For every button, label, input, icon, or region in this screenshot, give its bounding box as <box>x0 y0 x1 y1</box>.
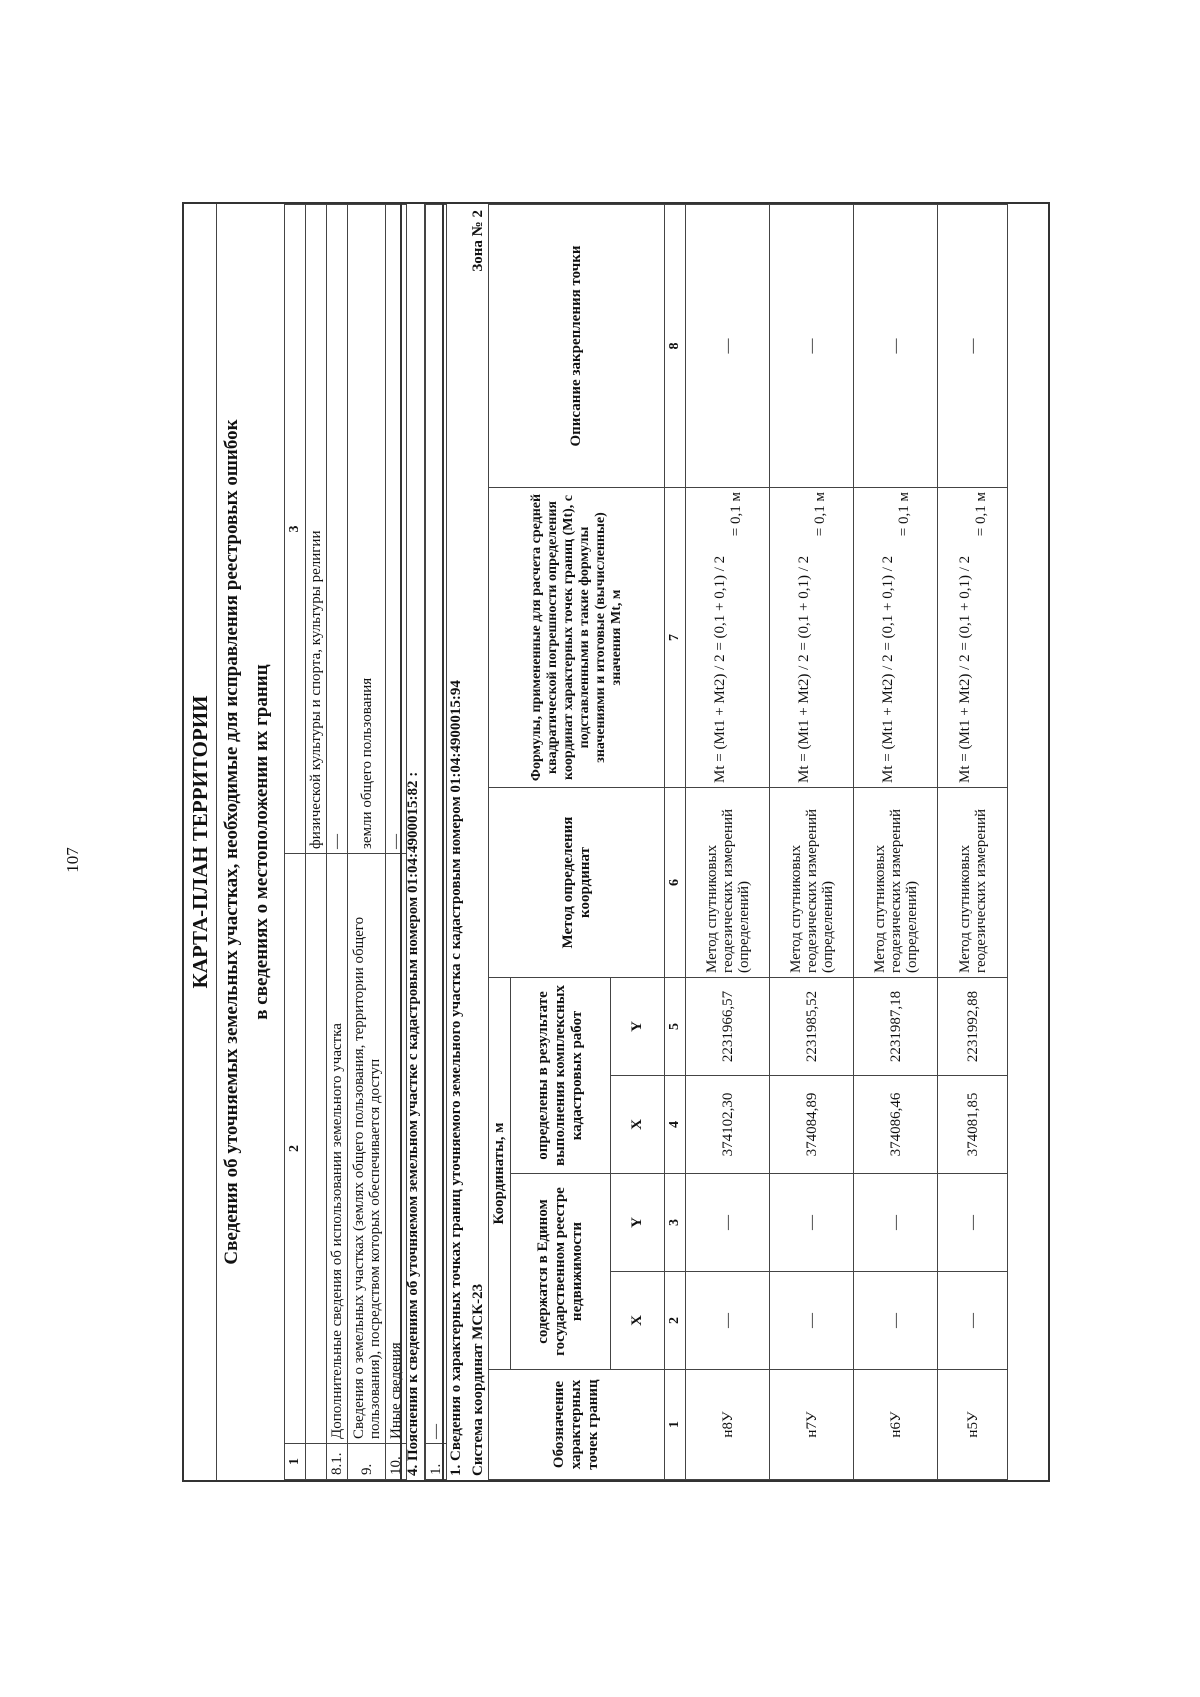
info-row-value: физической культуры и спорта, культуры религии <box>306 205 327 854</box>
column-number: 1 <box>665 1370 686 1480</box>
info-row-num: 8.1. <box>327 1444 348 1480</box>
point-x: 374086,46 <box>854 1076 938 1174</box>
info-row-label: Дополнительные сведения об использовании земельного участка <box>327 854 348 1444</box>
document-title: КАРТА-ПЛАН ТЕРРИТОРИИ <box>184 204 217 1480</box>
table-row <box>770 205 854 1480</box>
point-formula-cell <box>770 488 854 788</box>
zone-label: Зона № 2 <box>470 210 486 272</box>
point-x: 374081,85 <box>938 1076 1008 1174</box>
info-row-label: Иные сведения <box>386 854 407 1444</box>
point-x-existing: — <box>938 1272 1008 1370</box>
point-y-existing: — <box>938 1174 1008 1272</box>
notes-heading: 4. Пояснения к сведениям об уточняемом земельном участке с кадастровым номером 01:04:4900015:82 : <box>400 204 425 1480</box>
point-formula: Mt = (Mt1 + Mt2) / 2 = (0,1 + 0,1) / 2 <box>879 555 896 783</box>
header-x-existing: X <box>611 1272 665 1370</box>
point-y-existing: — <box>770 1174 854 1272</box>
info-row-value: — <box>386 205 407 854</box>
notes-row-text: — <box>426 205 447 1444</box>
points-section <box>442 204 1008 1480</box>
page-number: 107 <box>62 847 82 873</box>
info-row-label: Сведения о земельных участках (землях общего пользования, территории общего пользования), посредством которых обеспечивается доступ <box>348 854 386 1444</box>
point-method: Метод спутниковых геодезических измерений (определений) <box>854 788 938 978</box>
point-method: Метод спутниковых геодезических измерений (определений) <box>770 788 854 978</box>
point-y: 2231985,52 <box>770 978 854 1076</box>
title-block <box>184 204 284 1480</box>
point-formula-result: = 0,1 м <box>727 492 744 537</box>
points-heading: 1. Сведения о характерных точках границ уточняемого земельного участка с кадастровым номером 01:04:4900015:94 <box>442 204 468 1480</box>
table-row <box>686 205 770 1480</box>
info-row-label <box>306 854 327 1444</box>
point-formula-cell <box>686 488 770 788</box>
point-x-existing: — <box>770 1272 854 1370</box>
points-table <box>488 204 1008 1480</box>
document-subtitle-line2: в сведениях о местоположении их границ <box>251 664 272 1020</box>
table-row <box>854 205 938 1480</box>
column-number: 7 <box>665 488 686 788</box>
point-x-existing: — <box>686 1272 770 1370</box>
point-formula: Mt = (Mt1 + Mt2) / 2 = (0,1 + 0,1) / 2 <box>956 555 973 783</box>
info-row-num <box>306 1444 327 1480</box>
point-formula-result: = 0,1 м <box>972 492 989 537</box>
point-x: 374102,30 <box>686 1076 770 1174</box>
header-y-existing: Y <box>611 1174 665 1272</box>
header-description: Описание закрепления точки <box>489 205 665 488</box>
point-formula-result: = 0,1 м <box>895 492 912 537</box>
header-x-determined: X <box>611 1076 665 1174</box>
header-method: Метод определения координат <box>489 788 665 978</box>
column-number: 3 <box>665 1174 686 1272</box>
point-description: — <box>770 205 854 488</box>
point-description: — <box>938 205 1008 488</box>
info-table <box>284 204 407 1480</box>
point-formula: Mt = (Mt1 + Mt2) / 2 = (0,1 + 0,1) / 2 <box>711 555 728 783</box>
header-formula: Формулы, примененные для расчета средней квадратической погрешности определения координат характерных точек границ (Mt), с подставленными в такие формулы значениями и итоговые (вычисленные) значения Mt, м <box>489 488 665 788</box>
column-number: 4 <box>665 1076 686 1174</box>
header-designation: Обозначение характерных точек границ <box>489 1370 665 1480</box>
point-name: н5У <box>938 1370 1008 1480</box>
info-row-value: земли общего пользования <box>348 205 386 854</box>
point-y-existing: — <box>686 1174 770 1272</box>
point-description: — <box>686 205 770 488</box>
point-y-existing: — <box>854 1174 938 1272</box>
header-y-determined: Y <box>611 978 665 1076</box>
coordinate-system: Система координат МСК-23 <box>470 1283 486 1476</box>
point-name: н8У <box>686 1370 770 1480</box>
document-subtitle-line1: Сведения об уточняемых земельных участках, необходимые для исправления реестровых ошибок <box>221 419 242 1265</box>
point-y: 2231987,18 <box>854 978 938 1076</box>
info-col-number: 3 <box>285 205 306 854</box>
point-method: Метод спутниковых геодезических измерений <box>938 788 1008 978</box>
column-number: 2 <box>665 1272 686 1370</box>
points-system-row <box>468 204 488 1480</box>
point-method: Метод спутниковых геодезических измерений (определений) <box>686 788 770 978</box>
point-y: 2231966,57 <box>686 978 770 1076</box>
header-determined: определены в результате выполнения комплексных кадастровых работ <box>511 978 611 1174</box>
info-row-num: 9. <box>348 1444 386 1480</box>
info-row-value: — <box>327 205 348 854</box>
column-number: 6 <box>665 788 686 978</box>
point-formula-result: = 0,1 м <box>811 492 828 537</box>
column-number: 8 <box>665 205 686 488</box>
column-number: 5 <box>665 978 686 1076</box>
point-x: 374084,89 <box>770 1076 854 1174</box>
table-row <box>938 205 1008 1480</box>
header-existing: содержатся в Едином государственном реестре недвижимости <box>511 1174 611 1370</box>
info-row-num: 10. <box>386 1444 407 1480</box>
point-description: — <box>854 205 938 488</box>
point-y: 2231992,88 <box>938 978 1008 1076</box>
header-coords: Координаты, м <box>489 978 511 1370</box>
point-x-existing: — <box>854 1272 938 1370</box>
point-formula: Mt = (Mt1 + Mt2) / 2 = (0,1 + 0,1) / 2 <box>795 555 812 783</box>
rotated-document <box>182 202 1050 1482</box>
info-table-section <box>284 204 407 1480</box>
point-name: н6У <box>854 1370 938 1480</box>
info-col-number: 2 <box>285 854 306 1444</box>
point-formula-cell <box>854 488 938 788</box>
notes-section <box>400 204 447 1480</box>
point-formula-cell <box>938 488 1008 788</box>
point-name: н7У <box>770 1370 854 1480</box>
info-col-number: 1 <box>285 1444 306 1480</box>
notes-row-num: 1. <box>426 1444 447 1480</box>
